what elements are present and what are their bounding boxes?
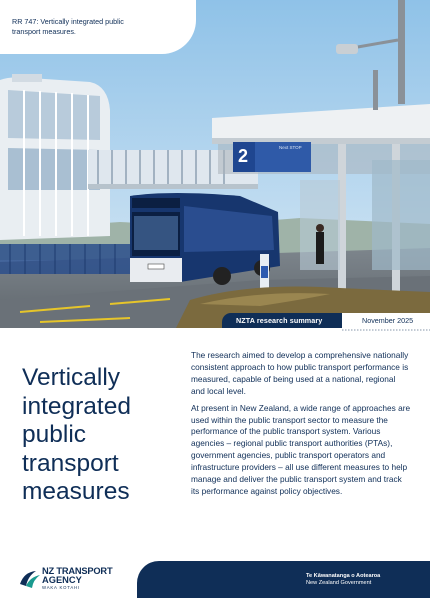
date-band [342, 313, 430, 328]
title-line: transport [22, 449, 119, 477]
document-title [22, 364, 172, 507]
bus-stop-sign [233, 142, 311, 172]
title-line: Vertically [22, 364, 121, 392]
report-reference-tab [0, 0, 196, 54]
summary-body [191, 350, 411, 503]
nzta-swoosh-icon [18, 568, 42, 590]
gov-maori-name: Te Kāwanatanga o Aotearoa [306, 573, 381, 579]
logo-line3: WAKA KOTAHI [42, 585, 80, 590]
gov-english-name: New Zealand Government [306, 580, 372, 586]
logo-line1: NZ TRANSPORT [42, 566, 113, 576]
publication-date: November 2025 [362, 316, 414, 325]
bus-stop-number: 2 [238, 146, 249, 166]
summary-paragraph: At present in New Zealand, a wide range of approaches are used within the public transport sector to measure the performance of the public transport system. Various agencies – regional public transport authorities (PTAs), government agencies, public transport operators and infrastructure providers – all use different measures to help manage and deliver the public transport system and track its performance against policy objectives. [191, 402, 411, 496]
research-summary-band [222, 313, 342, 328]
report-reference-line2: transport measures. [12, 26, 76, 36]
research-summary-label: NZTA research summary [236, 316, 323, 325]
nzta-logo [18, 566, 128, 592]
report-reference-line1: RR 747: Vertically integrated public [12, 17, 124, 26]
summary-paragraph: The research aimed to develop a comprehensive nationally consistent approach to how public transport performance is measured, capable of being used at a national, regional and local level. [191, 350, 409, 396]
title-line: measures [22, 478, 130, 506]
nz-government-wordmark [306, 573, 380, 587]
title-line: public [22, 421, 87, 449]
bus-stop-label: Next STOP [279, 145, 302, 150]
logo-line2: AGENCY [42, 575, 82, 585]
footer-bar [137, 561, 430, 598]
title-line: integrated [22, 392, 131, 420]
